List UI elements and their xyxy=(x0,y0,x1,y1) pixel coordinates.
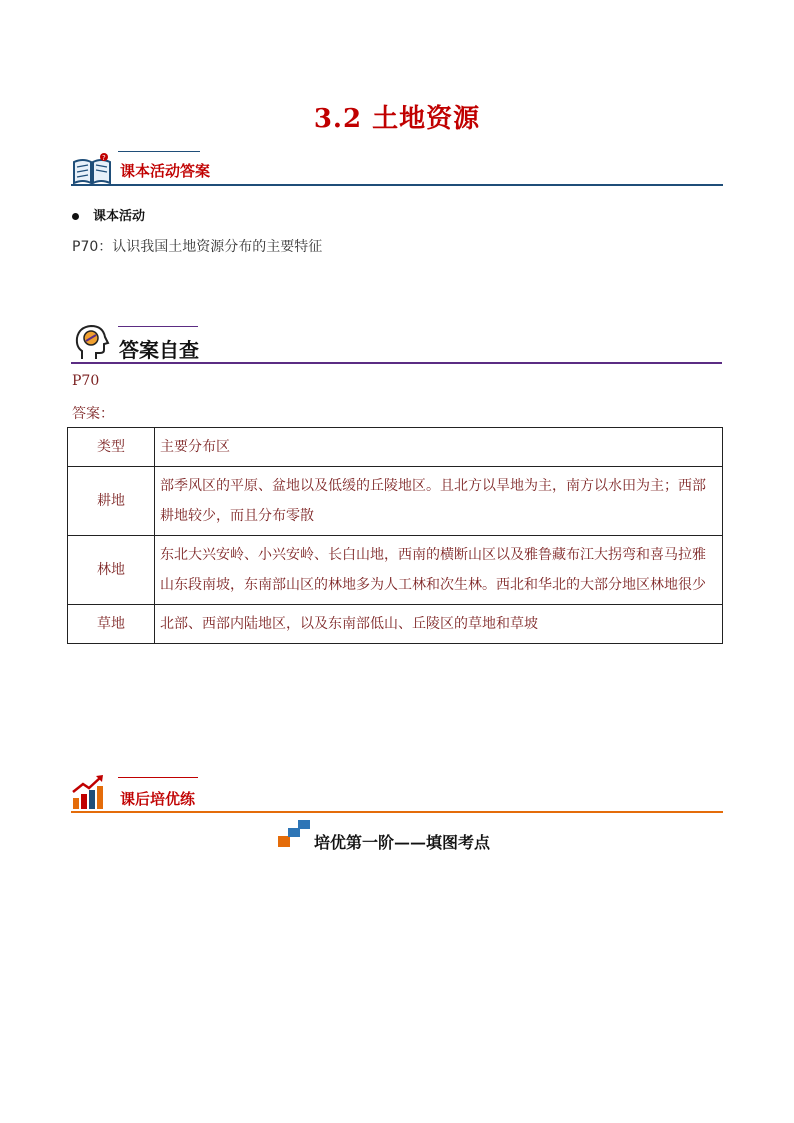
answer-label: 答案： xyxy=(72,406,114,422)
table-row xyxy=(68,605,723,644)
table-cell-area: 东北大兴安岭、小兴安岭、长白山地，西南的横断山区以及雅鲁藏布江大拐弯和喜马拉雅山东段南坡，东南部山区的林地多为人工林和次生林。西北和华北的大部分地区林地很少 xyxy=(155,536,723,605)
stairs-icon xyxy=(278,820,312,848)
answer-ref: P70 xyxy=(72,373,100,389)
table-cell-type: 林地 xyxy=(68,536,155,605)
thinking-head-icon xyxy=(72,323,112,363)
bullet-dot-icon xyxy=(72,213,79,220)
activity-bullet-label: 课本活动 xyxy=(93,209,146,224)
sub-heading-text: 培优第一阶——填图考点 xyxy=(314,833,491,852)
bar-chart-up-icon xyxy=(71,774,107,810)
section2-top-line xyxy=(118,326,198,327)
section3-label: 课后培优练 xyxy=(120,790,196,808)
activity-bullet xyxy=(72,205,145,224)
activity-line: P70：认识我国土地资源分布的主要特征 xyxy=(72,239,323,255)
table-row xyxy=(68,536,723,605)
section3-top-line xyxy=(118,777,198,778)
table-cell-type: 耕地 xyxy=(68,467,155,536)
table-header-row xyxy=(68,428,723,467)
section1-rule xyxy=(71,184,723,186)
distribution-table xyxy=(67,427,723,644)
table-header-type: 类型 xyxy=(68,428,155,467)
sub-heading xyxy=(314,830,490,853)
table-header-area: 主要分布区 xyxy=(155,428,723,467)
section2-label: 答案自查 xyxy=(119,338,199,362)
page-title: 3.2 土地资源 xyxy=(313,104,481,134)
table-row xyxy=(68,467,723,536)
section1-top-line xyxy=(118,151,200,152)
table-cell-area: 北部、西部内陆地区，以及东南部低山、丘陵区的草地和草坡 xyxy=(155,605,723,644)
open-book-icon xyxy=(71,152,113,186)
table-cell-area: 部季风区的平原、盆地以及低缓的丘陵地区。且北方以旱地为主，南方以水田为主；西部耕地较少，而且分布零散 xyxy=(155,467,723,536)
table-cell-type: 草地 xyxy=(68,605,155,644)
svg-text:?: ? xyxy=(102,154,106,162)
section2-rule xyxy=(71,362,722,364)
section1-label: 课本活动答案 xyxy=(120,162,211,180)
section3-rule xyxy=(71,811,723,813)
